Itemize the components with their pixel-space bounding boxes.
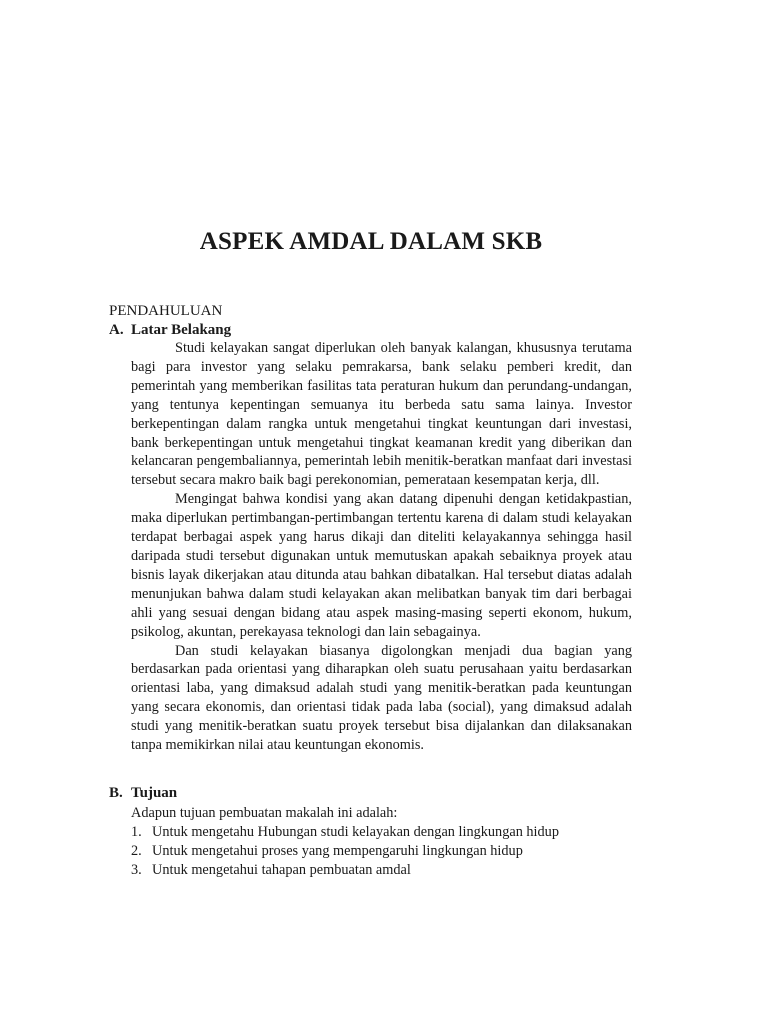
list-text: Untuk mengetahu Hubungan studi kelayakan dengan lingkungan hidup bbox=[152, 823, 559, 840]
subsection-marker: A. bbox=[109, 322, 124, 338]
paragraph: Studi kelayakan sangat diperlukan oleh banyak kalangan, khususnya terutama bagi para investor yang selaku pemrakarsa, bank selaku pemberi kredit, dan pemerintah yang memberikan fasilitas tata peraturan hukum dan perundang-undangan, yang tentunya kepentingan semuanya itu berbeda satu sama lainya. Investor berkepentingan dalam rangka untuk mengetahui tingkat keuntungan dari investasi, bank berkepentingan untuk mengetahui tingkat keamanan kredit yang diberikan dan kelancaran pengembaliannya, pemerintah lebih menitik-beratkan manfaat dari investasi tersebut secara makro baik bagi perekonomian, pemerataan kesempatan kerja, dll. bbox=[131, 340, 632, 489]
list-item bbox=[131, 823, 632, 842]
list-number: 1. bbox=[131, 823, 142, 840]
list-intro: Adapun tujuan pembuatan makalah ini adalah: bbox=[131, 805, 398, 821]
subsection-heading-a bbox=[109, 321, 231, 340]
section-heading: PENDAHULUAN bbox=[109, 303, 223, 319]
list-item bbox=[131, 861, 632, 880]
subsection-title: Latar Belakang bbox=[131, 322, 232, 338]
goals-list bbox=[131, 823, 632, 880]
document-title: ASPEK AMDAL DALAM SKB bbox=[199, 228, 543, 255]
tujuan-body bbox=[131, 804, 632, 880]
list-text: Untuk mengetahui tahapan pembuatan amdal bbox=[152, 861, 411, 878]
paragraph: Mengingat bahwa kondisi yang akan datang dipenuhi dengan ketidakpastian, maka diperlukan pertimbangan-pertimbangan tertentu karena di dalam studi kelayakan terdapat berbagai aspek yang harus dikaji dan diteliti kelayakannya sehingga hasil daripada studi tersebut digunakan untuk memutuskan apakah sebaiknya proyek atau bisnis layak dikerjakan atau ditunda atau bahkan dibatalkan. Hal tersebut diatas adalah menunjukan bahwa dalam studi kelayakan akan melibatkan banyak tim dari berbagai ahli yang sesuai dengan bidang atau aspek masing-masing seperti ekonom, hukum, psikolog, akuntan, perekayasa teknologi dan lain sebagainya. bbox=[131, 491, 632, 640]
subsection-marker: B. bbox=[109, 785, 123, 801]
list-item bbox=[131, 842, 632, 861]
subsection-title: Tujuan bbox=[131, 785, 178, 801]
list-text: Untuk mengetahui proses yang mempengaruhi lingkungan hidup bbox=[152, 842, 523, 859]
latar-belakang-body bbox=[131, 339, 632, 755]
list-number: 3. bbox=[131, 861, 142, 878]
subsection-heading-b bbox=[109, 784, 177, 803]
list-number: 2. bbox=[131, 842, 142, 859]
paragraph: Dan studi kelayakan biasanya digolongkan menjadi dua bagian yang berdasarkan pada orientasi yang diharapkan oleh suatu perusahaan yaitu berdasarkan orientasi laba, yang dimaksud adalah studi yang menitik-beratkan pada keuntungan yang secara ekonomis, dan orientasi tidak pada laba (social), yang dimaksud adalah studi yang menitik-beratkan suatu proyek tersebut bisa dijalankan dan dilaksanakan tanpa memikirkan nilai atau keuntungan ekonomis. bbox=[131, 642, 632, 754]
